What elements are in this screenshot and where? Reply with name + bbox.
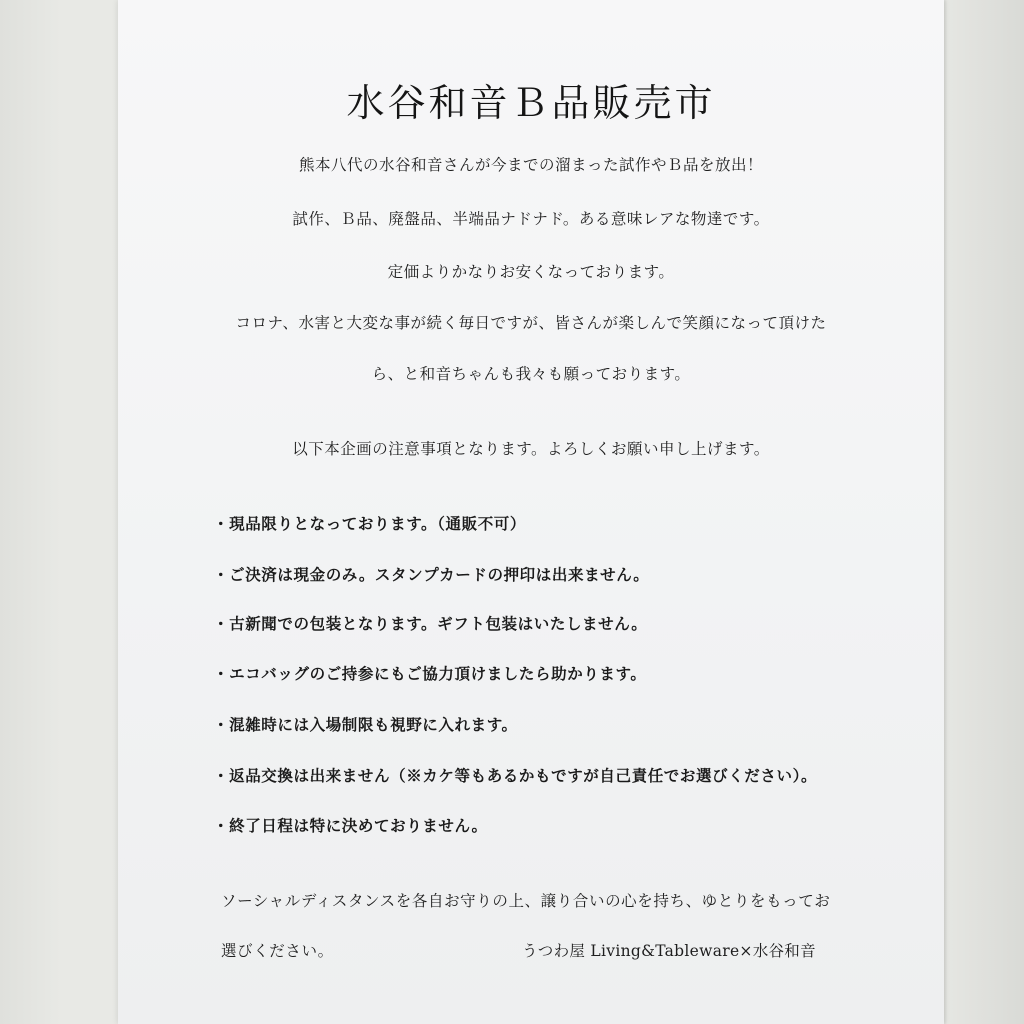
notice-item: ・エコバッグのご持参にもご協力頂けましたら助かります。 <box>213 664 647 683</box>
signature: うつわ屋 Living&Tableware×水谷和音 <box>522 942 816 960</box>
intro-line: ら、と和音ちゃんも我々も願っております。 <box>371 365 691 383</box>
notice-item: ・古新聞での包装となります。ギフト包装はいたしません。 <box>213 614 648 633</box>
page-title: 水谷和音Ｂ品販売市 <box>346 81 716 125</box>
intro-line: 試作、Ｂ品、廃盤品、半端品ナドナド。ある意味レアな物達です。 <box>292 210 770 228</box>
notice-item: ・現品限りとなっております。（通販不可） <box>213 514 527 533</box>
intro-line: 定価よりかなりお安くなっております。 <box>387 263 675 281</box>
notice-item: ・混雑時には入場制限も視野に入れます。 <box>213 715 518 734</box>
notice-item: ・終了日程は特に決めておりません。 <box>213 816 488 835</box>
intro-line: 以下本企画の注意事項となります。よろしくお願い申し上げます。 <box>292 440 770 458</box>
intro-line: 熊本八代の水谷和音さんが今までの溜まった試作やＢ品を放出！ <box>298 156 763 174</box>
paper-sheet <box>118 0 944 1024</box>
closing-line: ソーシャルディスタンスを各自お守りの上、譲り合いの心を持ち、ゆとりをもってお <box>221 892 831 910</box>
closing-line: 選びください。 <box>221 942 334 960</box>
notice-item: ・ご決済は現金のみ。スタンプカードの押印は出来ません。 <box>213 565 650 584</box>
notice-item: ・返品交換は出来ません（※カケ等もあるかもですが自己責任でお選びください）。 <box>213 766 818 785</box>
intro-line: コロナ、水害と大変な事が続く毎日ですが、皆さんが楽しんで笑顔になって頂けた <box>235 314 827 332</box>
